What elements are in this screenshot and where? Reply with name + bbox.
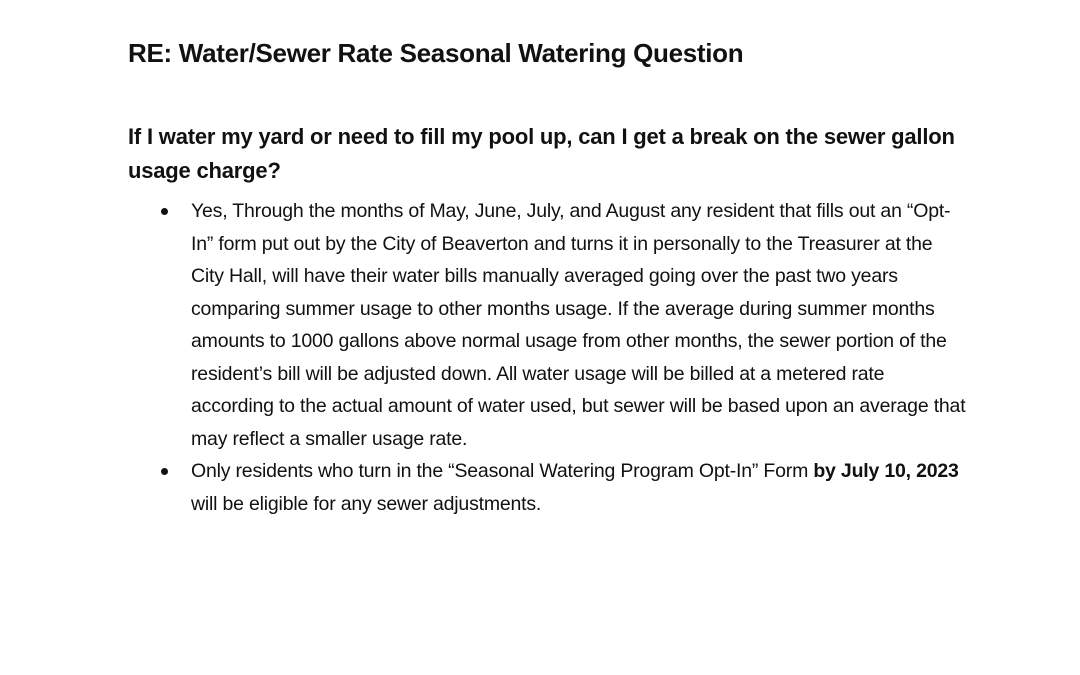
question-heading: If I water my yard or need to fill my pool up, can I get a break on the sewer gallon usage charge? <box>128 124 955 183</box>
bullet-text-before: Only residents who turn in the “Seasonal Watering Program Opt-In” Form <box>191 460 814 482</box>
document-title: RE: Water/Sewer Rate Seasonal Watering Question <box>128 38 744 68</box>
bullet-text-after: will be eligible for any sewer adjustments. <box>191 492 542 515</box>
bullet-dot-icon <box>161 468 168 475</box>
bullet-text: Yes, Through the months of May, June, July, and August any resident that fills out an “Opt-In” form put out by the City of Beaverton and turns it in personally to the Treasurer at the City Hall, will have their water bills manually averaged going over the past two years comparing summer usage to other months usage. If the average during summer months amounts to 1000 gallons above normal usage from other months, the sewer portion of the resident’s bill will be adjusted down. All water usage will be billed at a metered rate according to the actual amount of water used, but sewer will be based upon an average that may reflect a smaller usage rate. <box>191 200 966 450</box>
bullet-dot-icon <box>161 208 168 215</box>
deadline-date: by July 10, 2023 <box>813 460 959 482</box>
answer-bullet-list <box>128 195 968 520</box>
bullet-item-opt-in-explanation <box>128 195 968 455</box>
bullet-item-deadline <box>128 455 968 520</box>
